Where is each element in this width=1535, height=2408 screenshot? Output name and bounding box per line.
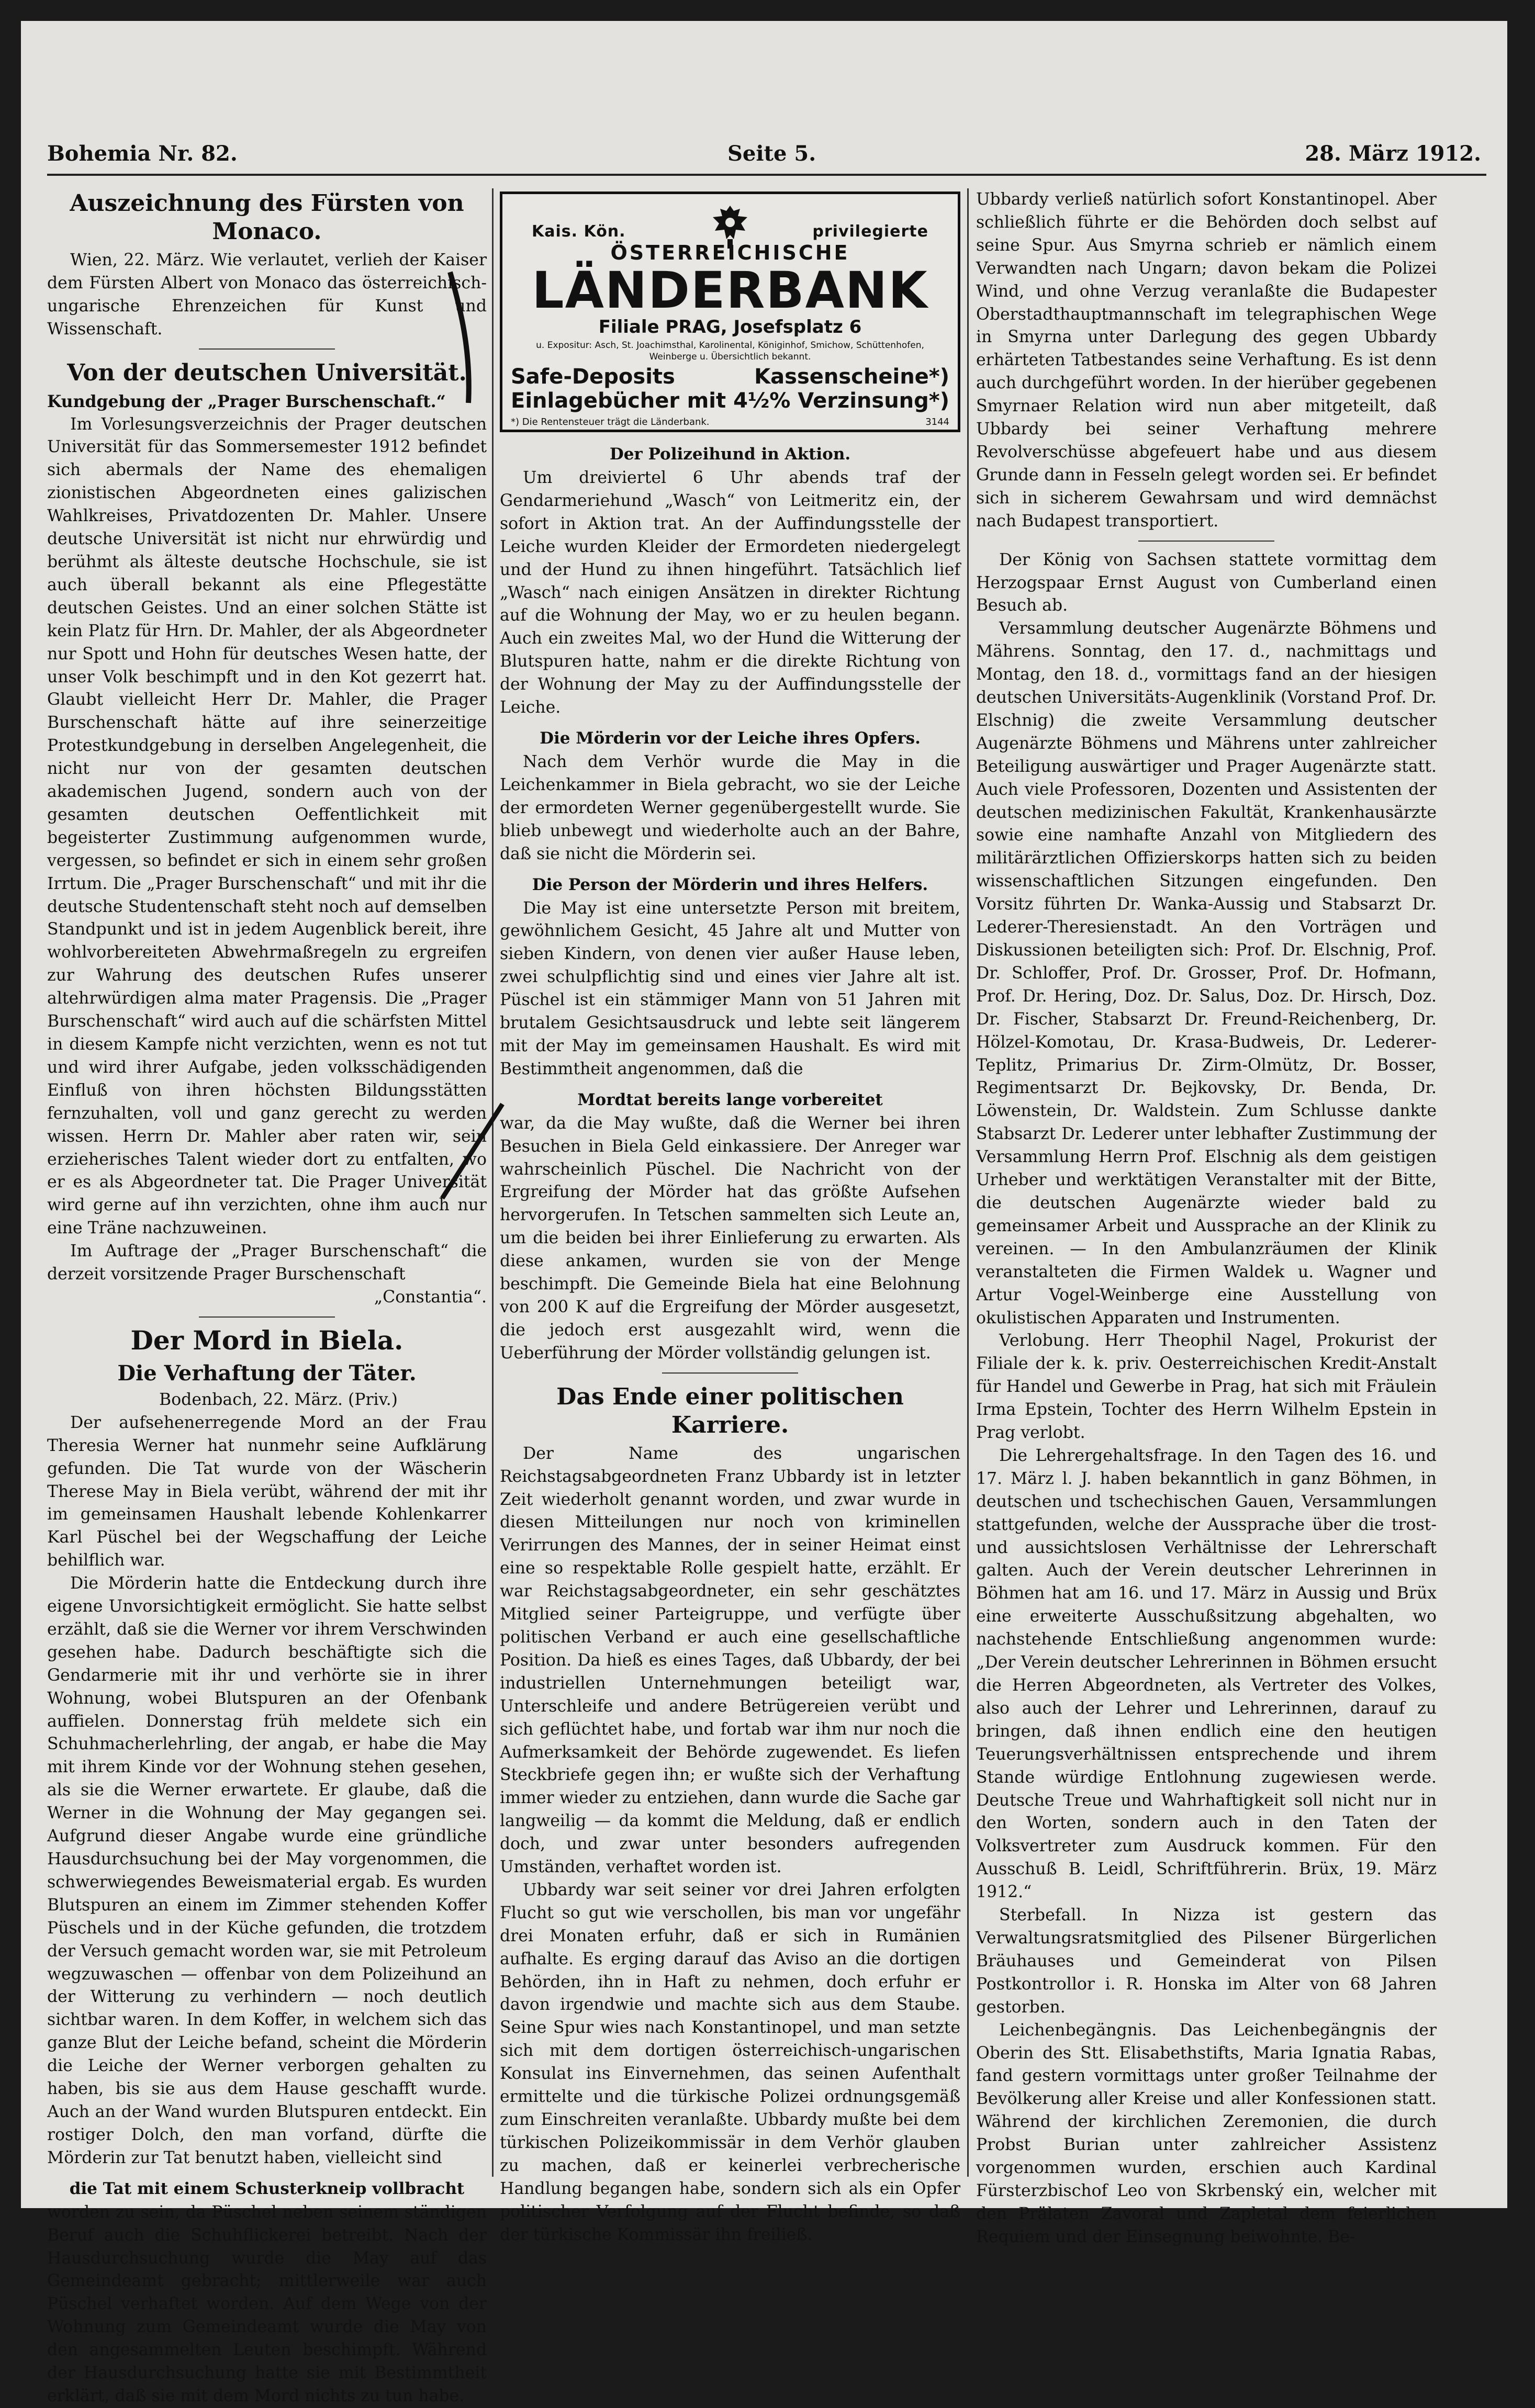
- article-title: Der Mord in Biela.: [130, 1324, 404, 1356]
- news-item: Verlobung. Herr Theophil Nagel, Prokurist der Filiale der k. k. priv. Oesterreichischen Kredit-Anstalt für Handel und Gewerbe in Prag, hat sich mit Fräulein Irma Epstein, Tochter des Herrn Wilhelm Epstein in Prag verlobt.: [976, 1331, 1437, 1443]
- article-signature: „Constantia“.: [374, 1287, 487, 1307]
- article-separator: [1138, 541, 1274, 542]
- ad-offer: Einlagebücher: [511, 389, 680, 413]
- article-paragraph: Im Auftrage der „Prager Burschenschaft“ die derzeit vorsitzende Prager Burschenschaft: [47, 1242, 487, 1284]
- newspaper-page: [21, 21, 1507, 2405]
- column-1: [47, 188, 487, 2405]
- article-paragraph: Ubbardy war seit seiner vor drei Jahren erfolgten Flucht so gut wie verschollen, bis man vor ungefähr drei Monaten erfuhr, daß er sich in Rumänien aufhalte. Es erging darauf das Aviso an die dortigen Behörden, ihn in Haft zu nehmen, doch erfuhr er davon irgendwie und machte sich aus dem Staube. Seine Spur wies nach Konstantinopel, und man setzte sich mit dem dortigen österreichisch-ungarischen Konsulat ins Einvernehmen, das seinen Aufenthalt ermittelte und die türkische Polizei ordnungsgemäß zum Einschreiten veranlaßte. Ubbardy mußte bei dem türkischen Polizeikommissär in dem Verhör glauben zu machen, daß er keinerlei verbrecherische Handlung begangen habe, sondern sich als ein Opfer politischer Verfolgung auf der Flucht befinde, so daß der türkische Kommissär ihn freiließ.: [500, 1880, 960, 2244]
- header-rule: [47, 174, 1486, 176]
- ad-brand-name: LÄNDERBANK: [532, 261, 928, 320]
- column-2: [500, 188, 960, 2244]
- column-3: [976, 188, 1437, 2246]
- page-header: [47, 141, 1486, 173]
- article-subheading: Mordtat bereits lange vorbereitet: [577, 1090, 883, 1109]
- news-item: Versammlung deutscher Augenärzte Böhmens und Mährens. Sonntag, den 17. d., nachmittags und Montag, den 18. d., vormittags fand an der hiesigen deutschen Universitäts-Augenklinik (Vorstand Prof. Dr. Elschnig) die zweite Versammlung deutscher Augenärzte Böhmens und Mährens unter zahlreicher Beteiligung auswärtiger und Prager Augenärzte statt. Auch viele Professoren, Dozenten und Assistenten der deutschen medizinischen Fakultät, Krankenhausärzte sowie eine namhafte Anzahl von Mitgliedern des militärärztlichen Offizierskorps hatten sich zu beiden wissenschaftlichen Sitzungen eingefunden. Den Vorsitz führten Dr. Wanka-Aussig und Stabsarzt Dr. Lederer-Theresienstadt. An den Vorträgen und Diskussionen beteiligten sich: Prof. Dr. Elschnig, Prof. Dr. Schloffer, Prof. Dr. Grosser, Prof. Dr. Hofmann, Prof. Dr. Hering, Doz. Dr. Salus, Doz. Dr. Hirsch, Doz. Dr. Fischer, Stabsarzt Dr. Freund-Reichenberg, Dr. Hölzel-Komotau, Dr. Krasa-Budweis, Dr. Lederer-Teplitz, Primarius Dr. Zirm-Olmütz, Dr. Bosser, Regimentsarzt Dr. Bejkovsky, Dr. Benda, Dr. Löwenstein, Dr. Waldstein. Zum Schlusse dankte Stabsarzt Dr. Lederer unter lebhafter Zustimmung der Versammlung Herrn Prof. Elschnig als dem geistigen Urheber und werktätigen Veranstalter mit der Bitte, die deutschen Augenärzte wieder bald zu gemeinsamer Arbeit und Aussprache an der Klinik zu vereinen. — In den Ambulanzräumen der Klinik veranstalteten die Firmen Waldek u. Wagner und Artur Vogel-Weinberge eine Ausstellung von okulistischen Apparaten und Instrumenten.: [976, 619, 1437, 1327]
- article-subheading: die Tat mit einem Schusterkneip vollbracht: [69, 2179, 465, 2198]
- article-separator: [199, 1316, 335, 1318]
- header-page-number: Seite 5.: [727, 141, 816, 166]
- article-title: Das Ende einer politischen Karriere.: [556, 1383, 904, 1438]
- ad-branch-list: u. Expositur: Asch, St. Joachimsthal, Karolinental, Königinhof, Smichow, Schüttenhofen, Weinberge u. Übersichtlich bekannt.: [536, 340, 924, 362]
- article-paragraph: Um dreiviertel 6 Uhr abends traf der Gendarmeriehund „Wasch“ von Leitmeritz ein, der sofort in Aktion trat. An der Auffindungsstelle der Leiche wurden Kleider der Ermordeten niedergelegt und der Hund zu ihnen hingeführt. Tatsächlich lief „Wasch“ nach einigen Ansätzen in direkter Richtung auf die Wohnung der May, wo er zu heulen begann. Auch ein zweites Mal, wo der Hund die Witterung der Blutspuren hatte, nahm er die direkte Richtung von der Wohnung der May zu der Auffindungsstelle der Leiche.: [500, 468, 960, 717]
- article-subheading: Die Person der Mörderin und ihres Helfers.: [532, 875, 928, 894]
- news-item: Sterbefall. In Nizza ist gestern das Verwaltungsratsmitglied des Pilsener Bürgerlichen Bräuhauses und Gemeinderat von Pilsen Postkontrollor i. R. Honska im Alter von 68 Jahren gestorben.: [976, 1906, 1437, 2017]
- ad-branch-address: Filiale PRAG, Josefsplatz 6: [598, 317, 862, 337]
- column-rule: [492, 188, 494, 2177]
- ad-footnote: *) Die Rentensteuer trägt die Länderbank.: [511, 417, 710, 427]
- header-issue: Bohemia Nr. 82.: [47, 141, 238, 166]
- article-title: Auszeichnung des Fürsten von Monaco.: [70, 190, 464, 245]
- article-paragraph: Nach dem Verhör wurde die May in die Leichenkammer in Biela gebracht, wo sie der Leiche der ermordeten Werner gegenübergestellt wurde. Sie blieb unbewegt und wiederholte auch an der Bahre, daß sie nicht die Mörderin sei.: [500, 752, 960, 863]
- article-dateline: Bodenbach, 22. März. (Priv.): [159, 1390, 398, 1409]
- bank-advertisement: [500, 192, 960, 432]
- news-item: Leichenbegängnis. Das Leichenbegängnis der Oberin des Stt. Elisabethstifts, Maria Ignatia Rabas, fand gestern vormittags unter großer Teilnahme der Bevölkerung aller Kreise und aller Konfessionen statt. Während der kirchlichen Zeremonien, die durch Probst Burian unter zahlreicher Assistenz vorgenommen wurden, erschien auch Kardinal Fürsterzbischof Leo von Skrbenský ein, welcher mit den Prälaten Zavoral und Zapletal dem feierlichen Requiem und der Einsegnung beiwohnte. Be-: [976, 2020, 1437, 2246]
- article-paragraph: Ubbardy verließ natürlich sofort Konstantinopel. Aber schließlich führte er die Behörden doch selbst auf seine Spur. Aus Smyrna schrieb er nämlich einem Verwandten nach Ungarn; davon bekam die Polizei Wind, und ohne Verzug veranlaßte die Budapester Oberstadthauptmannschaft im telegraphischen Wege in Smyrna unter Darlegung des gegen Ubbardy erhärteten Tatbestandes seine Verhaftung. Es ist denn auch durchgeführt worden. In der hierüber gegebenen Smyrnaer Relation wird nun aber mitgeteilt, daß Ubbardy bei seiner Verhaftung mehrere Revolverschüsse abgefeuert habe und aus diesem Grunde dann in Fesseln gelegt worden sei. Er befindet sich in sicherem Gewahrsam und wird demnächst nach Budapest transportiert.: [976, 190, 1437, 531]
- news-item: Die Lehrergehaltsfrage. In den Tagen des 16. und 17. März l. J. haben bekanntlich in ganz Böhmen, in deutschen und tschechischen Gauen, Versammlungen stattgefunden, welche der Aussprache über die trost- und aussichtslosen Verhältnisse der Lehrerschaft galten. Auch der Verein deutscher Lehrerinnen in Böhmen hat am 16. und 17. März in Aussig und Brüx eine erweiterte Ausschußsitzung abgehalten, wo nachstehende Entschließung angenommen wurde: „Der Verein deutscher Lehrerinnen in Böhmen ersucht die Herren Abgeordneten, als Vertreter des Volkes, also auch der Lehrer und Lehrerinnen, darauf zu bringen, daß ihnen endlich eine den heutigen Teuerungsverhältnissen entsprechende und ihrem Stande würdige Entlohnung zugewiesen werde. Deutsche Treue und Wahrhaftigkeit soll nicht nur in den Worten, sondern auch in den Taten der Volksvertreter zum Ausdruck kommen. Für den Ausschuß B. Leidl, Schriftführerin. Brüx, 19. März 1912.“: [976, 1446, 1437, 1902]
- article-subheading: Die Mörderin vor der Leiche ihres Opfers.: [540, 728, 921, 748]
- news-item: Der König von Sachsen stattete vormittag dem Herzogspaar Ernst August von Cumberland einen Besuch ab.: [976, 550, 1437, 615]
- ad-offer: Kassenscheine*): [754, 365, 949, 389]
- article-paragraph: Die Mörderin hatte die Entdeckung durch ihre eigene Unvorsichtigkeit ermöglicht. Sie hatte selbst erzählt, daß sie die Werner vor ihrem Verschwinden gesehen habe. Dadurch beschäftigte sich die Gendarmerie mit ihr und verhörte sie in ihrer Wohnung, wobei Blutspuren an der Ofenbank auffielen. Donnerstag früh meldete sich ein Schuhmacherlehrling, der angab, er habe die May mit ihrem Kinde vor der Wohnung stehen gesehen, als sie die Werner erwartete. Er glaube, daß die Werner in die Wohnung der May gegangen sei. Aufgrund dieser Angabe wurde eine gründliche Hausdurchsuchung bei der May vorgenommen, die schwerwiegendes Beweismaterial ergab. Es wurden Blutspuren an einem im Zimmer stehenden Koffer Püschels und in der Küche gefunden, die trotzdem der Versuch gemacht worden war, sie mit Petroleum wegzuwaschen — offenbar von dem Polizeihund an der Witterung zu verhindern — noch deutlich sichtbar waren. In dem Koffer, in welchem sich das ganze Blut der Leiche befand, scheint die Mörderin die Leiche der Werner verborgen gehalten zu haben, bis sie aus dem Hause geschafft wurde. Auch an der Wand wurden Blutspuren entdeckt. Ein rostiger Dolch, den man vorfand, dürfte die Mörderin zur Tat benutzt haben, vielleicht sind: [47, 1574, 487, 2167]
- article-paragraph: Die May ist eine untersetzte Person mit breitem, gewöhnlichem Gesicht, 45 Jahre alt und Mutter von sieben Kindern, von denen vier außer Hause leben, zwei schulpflichtig sind und eines vier Jahre alt ist. Püschel ist ein stämmiger Mann von 51 Jahren mit brutalem Gesichtsausdruck und lebte seit längerem mit der May im gemeinsamen Haushalt. Es wird mit Bestimmtheit angenommen, daß die: [500, 898, 960, 1078]
- article-paragraph: Im Vorlesungsverzeichnis der Prager deutschen Universität für das Sommersemester 1912 befindet sich abermals der Name des ehemaligen zionistischen Abgeordneten eines galizischen Wahlkreises, Privatdozenten Dr. Mahler. Unsere deutsche Universität ist nicht nur ehrwürdig und berühmt als älteste deutsche Hochschule, sie ist auch überall bekannt als eine Pflegestätte deutschen Geistes. Und an einer solchen Stätte ist kein Platz für Hrn. Dr. Mahler, der als Abgeordneter nur Spott und Hohn für deutsches Wesen hatte, der unser Volk beschimpft und in den Kot gezerrt hat. Glaubt vielleicht Herr Dr. Mahler, die Prager Burschenschaft hätte auf ihre seinerzeitige Protestkundgebung in derselben Angelegenheit, die nicht nur von der gesamten deutschen akademischen Jugend, sondern auch von der gesamten deutschen Oeffentlichkeit mit begeisterter Zustimmung aufgenommen wurde, vergessen, so befindet er sich in einem sehr großen Irrtum. Die „Prager Burschenschaft“ und mit ihr die deutsche Studentenschaft steht noch auf demselben Standpunkt und ist in jedem Augenblick bereit, ihre wohlvorbereiteten Abwehrmaßregeln zu ergreifen zur Wahrung des deutschen Rufes unserer altehrwürdigen alma mater Pragensis. Die „Prager Burschenschaft“ wird auch auf die schärfsten Mittel in diesem Kampfe nicht verzichten, wenn es not tut und wird ihrer Aufgabe, jeden volksschädigenden Einfluß von ihren höchsten Bildungsstätten fernzuhalten, voll und ganz gerecht zu werden wissen. Herrn Dr. Mahler aber raten wir, sein erzieherisches Talent wieder dort zu entfalten, wo er es als Abgeordneter tat. Die Prager Universität wird gerne auf ihn verzichten, ohne ihm auch nur eine Träne nachzuweinen.: [47, 414, 487, 1238]
- article-separator: [662, 1372, 798, 1374]
- header-date: 28. März 1912.: [1305, 141, 1481, 166]
- ad-text: ÖSTERREICHISCHE: [610, 241, 850, 264]
- article-title: Der Polizeihund in Aktion.: [609, 445, 851, 464]
- ad-offer: Safe-Deposits: [511, 365, 675, 389]
- article-title: Von der deutschen Universität.: [67, 359, 467, 386]
- article-paragraph: war, da die May wußte, daß die Werner bei ihren Besuchen in Biela Geld einkassiere. Der Anreger war wahrscheinlich Püschel. Die Nachricht von der Ergreifung der Mörder hat das größte Aufsehen hervorgerufen. In Tetschen sammelten sich Leute an, um die beiden bei ihrer Einlieferung zu erwarten. Als diese ankamen, wurden sie von der Menge beschimpft. Die Gemeinde Biela hat eine Belohnung von 200 K auf die Ergreifung der Mörder ausgesetzt, die jedoch erst ausgezahlt wird, wenn die Ueberführung der Mörder vollständig gelungen ist.: [500, 1113, 960, 1363]
- ad-offer: mit 4½% Verzinsung*): [687, 389, 949, 413]
- column-rule: [967, 188, 969, 2177]
- article-paragraph: Wien, 22. März. Wie verlautet, verlieh der Kaiser dem Fürsten Albert von Monaco das österreichisch-ungarische Ehrenzeichen für Kunst und Wissenschaft.: [47, 251, 487, 339]
- article-paragraph: Der aufsehenerregende Mord an der Frau Theresia Werner hat nunmehr seine Aufklärung gefunden. Die Tat wurde von der Wäscherin Therese May in Biela verübt, während der mit ihr im gemeinsamen Haushalt lebende Kohlenkarrer Karl Püschel bei der Wegschaffung der Leiche behilflich war.: [47, 1413, 487, 1570]
- ad-text: privilegierte: [812, 222, 928, 241]
- article-paragraph: worden zu sein, da Püschel neben seinem ständigen Beruf auch die Schuhflickerei betreibt. Nach der Hausdurchsuchung wurde die May auf das Gemeindeamt gebracht; mittlerweile war auch Püschel verhaftet worden. Auf dem Wege von der Wohnung zum Gemeindeamt wurde die May von den angesammelten Leuten beschimpft. Während der Hausdurchsuchung hatte sie mit Bestimmtheit erklärt, daß sie mit dem Mord nichts zu tun habe.: [47, 2202, 487, 2405]
- article-paragraph: Der Name des ungarischen Reichstagsabgeordneten Franz Ubbardy ist in letzter Zeit wiederholt genannt worden, und zwar wurde in diesen Mitteilungen nur noch von kriminellen Verirrungen des Mannes, der in seiner Heimat einst eine so respektable Rolle gespielt hatte, erzählt. Er war Reichstagsabgeordneter, ein sehr geschätztes Mitglied seiner Parteigruppe, und verfügte über politischen Verband er auch eine gesellschaftliche Position. Da hieß es eines Tages, daß Ubbardy, der bei industriellen Unternehmungen beteiligt war, Unterschleife und andere Betrügereien verübt und sich geflüchtet habe, und fortab war ihm nur noch die Aufmerksamkeit der Behörde zugewendet. Es liefen Steckbriefe gegen ihn; er wußte sich der Verhaftung immer wieder zu entziehen, dann wurde die Sache gar langweilig — da kommt die Meldung, daß er endlich doch, und zwar unter besonders aufregenden Umständen, verhaftet worden ist.: [500, 1444, 960, 1877]
- article-separator: [199, 348, 335, 350]
- ad-code: 3144: [925, 417, 949, 427]
- ad-text: Kais. Kön.: [532, 222, 626, 241]
- article-kicker: Kundgebung der „Prager Burschenschaft.“: [47, 391, 446, 411]
- article-subtitle: Die Verhaftung der Täter.: [117, 1360, 417, 1386]
